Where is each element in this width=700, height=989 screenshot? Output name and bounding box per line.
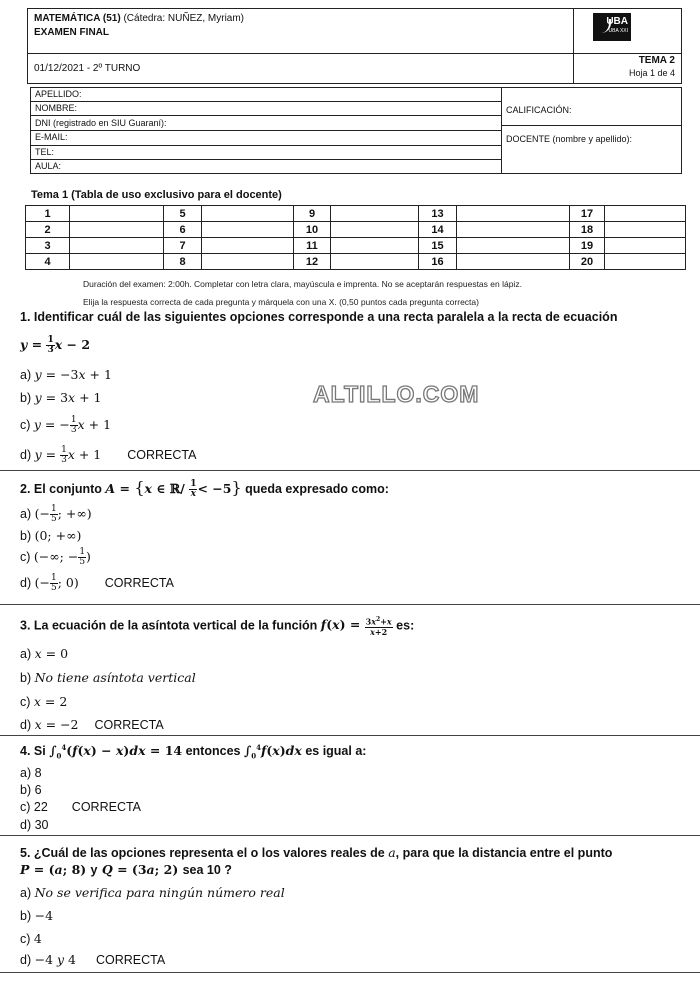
question-number-cell: 7 — [164, 238, 202, 254]
answer-cell[interactable] — [605, 238, 686, 254]
question-number-cell: 13 — [419, 206, 457, 222]
question-5-text: 5. ¿Cuál de las opciones representa el o los valores reales de a, para que la distancia entre el punto — [20, 845, 613, 860]
q3-option-b[interactable]: b) No tiene asíntota vertical — [20, 670, 196, 685]
question-number-cell: 20 — [570, 254, 605, 270]
question-1-text: 1. Identificar cuál de las siguientes opciones corresponde a una recta paralela a la recta de ecuación — [20, 310, 618, 324]
question-number-cell: 11 — [294, 238, 331, 254]
answer-cell[interactable] — [202, 254, 294, 270]
answer-cell[interactable] — [457, 206, 570, 222]
question-5-points: P = (a; 8) y Q = (3a; 2) sea 10 ? — [20, 862, 232, 877]
answer-cell[interactable] — [331, 238, 419, 254]
q2-option-c[interactable]: c) (−∞; − $\frac{1}{5}$ ) — [20, 547, 91, 567]
q1-option-a[interactable]: a) y = −3x + 1 — [20, 367, 112, 382]
question-number-cell: 6 — [164, 222, 202, 238]
table-row — [26, 254, 686, 270]
page-count: Hoja 1 de 4 — [628, 68, 675, 78]
answer-cell[interactable] — [605, 222, 686, 238]
q5-option-c[interactable]: c) 4 — [20, 931, 42, 946]
answer-cell[interactable] — [605, 206, 686, 222]
correct-mark: CORRECTA — [94, 718, 164, 732]
answer-cell[interactable] — [70, 206, 164, 222]
question-number-cell: 4 — [26, 254, 70, 270]
answer-cell[interactable] — [457, 254, 570, 270]
question-number-cell: 5 — [164, 206, 202, 222]
answer-cell[interactable] — [605, 254, 686, 270]
question-number-cell: 18 — [570, 222, 605, 238]
question-number-cell: 1 — [26, 206, 70, 222]
question-number-cell: 17 — [570, 206, 605, 222]
grading-table — [25, 205, 686, 270]
field-docente: DOCENTE (nombre y apellido): — [506, 134, 633, 144]
instructions-line-1: Duración del examen: 2:00h. Completar con letra clara, mayúscula e imprenta. No se aceptarán respuestas en lápiz. — [83, 279, 522, 289]
q4-option-b[interactable]: b) 6 — [20, 783, 42, 797]
q2-option-d[interactable]: d) (− $\frac{1}{5}$ ; 0) CORRECTA — [20, 573, 174, 593]
question-1-equation: y = $\frac{1}{3}$ x − 2 — [20, 335, 91, 355]
q3-option-a[interactable]: a) x = 0 — [20, 646, 69, 661]
question-number-cell: 19 — [570, 238, 605, 254]
course-title: MATEMÁTICA (51) (Cátedra: NUÑEZ, Myriam) — [34, 13, 245, 24]
instructions-line-2: Elija la respuesta correcta de cada pregunta y márquela con una X. (0,50 puntos cada pregunta correcta) — [83, 297, 479, 307]
answer-cell[interactable] — [331, 206, 419, 222]
student-info-box — [30, 87, 682, 174]
question-2-text: 2. El conjunto A = {x ∈ ℝ/ $\frac{1}{x}$ < −5} queda expresado como: — [20, 478, 389, 499]
field-tel: TEL: — [35, 147, 55, 157]
field-dni: DNI (registrado en SIU Guaraní): — [35, 118, 167, 128]
q2-option-b[interactable]: b) (0; +∞) — [20, 528, 82, 543]
answer-cell[interactable] — [70, 254, 164, 270]
field-nombre: NOMBRE: — [35, 103, 78, 113]
answer-cell[interactable] — [70, 238, 164, 254]
question-number-cell: 9 — [294, 206, 331, 222]
watermark: ALTILLO.COM — [313, 381, 480, 407]
answer-cell[interactable] — [202, 206, 294, 222]
answer-cell[interactable] — [331, 254, 419, 270]
table-row — [26, 222, 686, 238]
q5-option-b[interactable]: b) −4 — [20, 908, 54, 923]
answer-cell[interactable] — [331, 222, 419, 238]
table-row — [26, 238, 686, 254]
question-number-cell: 16 — [419, 254, 457, 270]
question-number-cell: 10 — [294, 222, 331, 238]
question-number-cell: 14 — [419, 222, 457, 238]
field-aula: AULA: — [35, 161, 62, 171]
table-title: Tema 1 (Tabla de uso exclusivo para el docente) — [31, 189, 282, 201]
answer-cell[interactable] — [70, 222, 164, 238]
answer-cell[interactable] — [202, 238, 294, 254]
field-calificacion: CALIFICACIÓN: — [506, 105, 572, 115]
q1-option-c[interactable]: c) y = − $\frac{1}{3}$ x + 1 — [20, 415, 112, 435]
question-number-cell: 3 — [26, 238, 70, 254]
question-number-cell: 12 — [294, 254, 331, 270]
correct-mark: CORRECTA — [127, 448, 197, 462]
question-number-cell: 15 — [419, 238, 457, 254]
q4-option-d[interactable]: d) 30 — [20, 818, 49, 832]
q4-option-a[interactable]: a) 8 — [20, 766, 42, 780]
field-email: E-MAIL: — [35, 132, 68, 142]
q1-option-d[interactable]: d) y = $\frac{1}{3}$ x + 1 CORRECTA — [20, 445, 197, 465]
answer-cell[interactable] — [202, 222, 294, 238]
question-4-text: 4. Si $\int_0^4(f(x) - x)dx = 14$ entonces $\int_0^4f(x)dx$ es igual a: — [20, 743, 367, 761]
exam-type: EXAMEN FINAL — [34, 27, 109, 38]
q3-option-c[interactable]: c) x = 2 — [20, 694, 68, 709]
question-3-text: 3. La ecuación de la asíntota vertical de la función f(x) = $\frac{3x^2+x}{x+2}$ es: — [20, 616, 415, 637]
answer-cell[interactable] — [457, 222, 570, 238]
q2-option-a[interactable]: a) (− $\frac{1}{5}$ ; +∞) — [20, 504, 92, 524]
question-number-cell: 8 — [164, 254, 202, 270]
exam-date: 01/12/2021 - 2º TURNO — [34, 63, 141, 74]
q5-option-a[interactable]: a) No se verifica para ningún número real — [20, 885, 285, 900]
uba-logo: UBA UBA XXI — [593, 13, 631, 41]
q5-option-d[interactable]: d) −4 y 4 CORRECTA — [20, 952, 166, 967]
tema-label: TEMA 2 — [638, 55, 675, 66]
correct-mark: CORRECTA — [95, 953, 166, 967]
exam-header — [27, 8, 682, 84]
q1-option-b[interactable]: b) y = 3x + 1 — [20, 390, 102, 405]
answer-cell[interactable] — [457, 238, 570, 254]
correct-mark: CORRECTA — [71, 800, 142, 814]
table-row — [26, 206, 686, 222]
field-apellido: APELLIDO: — [35, 89, 82, 99]
q4-option-c[interactable]: c) 22 CORRECTA — [20, 800, 142, 814]
q3-option-d[interactable]: d) x = −2 CORRECTA — [20, 717, 164, 732]
question-number-cell: 2 — [26, 222, 70, 238]
correct-mark: CORRECTA — [104, 576, 174, 590]
